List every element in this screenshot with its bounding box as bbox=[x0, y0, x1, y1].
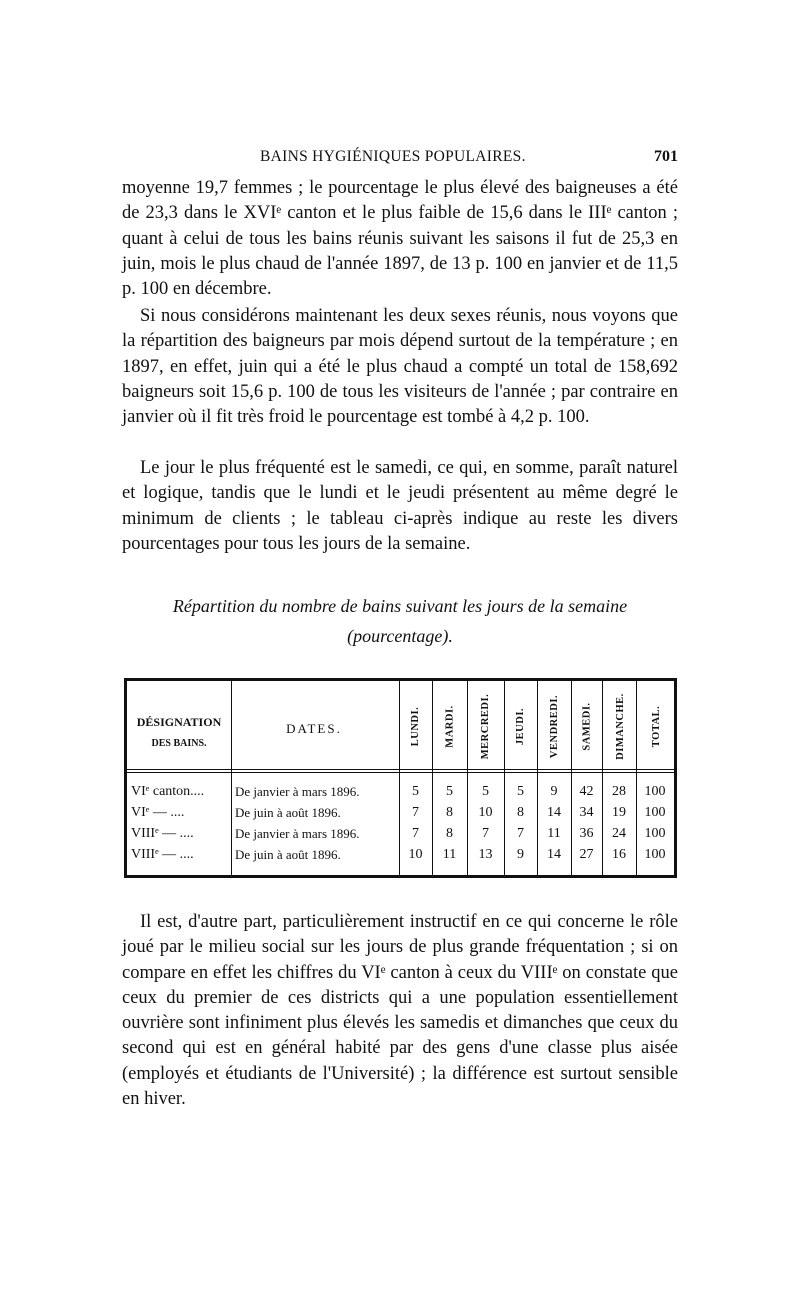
paragraph-2 bbox=[122, 304, 678, 430]
paragraph-3 bbox=[122, 456, 678, 557]
header-mercredi: MERCREDI. bbox=[480, 693, 492, 759]
header-divider-2 bbox=[127, 772, 674, 773]
cell-mardi: 11 bbox=[442, 847, 457, 862]
cell-mardi: 8 bbox=[446, 826, 453, 841]
table-row bbox=[127, 784, 674, 805]
cell-dimanche: 24 bbox=[612, 826, 626, 841]
header-designation bbox=[127, 711, 231, 755]
row-dates: De janvier à mars 1896. bbox=[235, 784, 360, 799]
cell-dimanche: 19 bbox=[612, 805, 626, 820]
row-designation: VIᵉ canton.... bbox=[131, 784, 205, 799]
cell-vendredi: 9 bbox=[550, 784, 558, 799]
cell-samedi: 34 bbox=[579, 805, 594, 820]
row-dates: De janvier à mars 1896. bbox=[235, 826, 360, 841]
cell-jeudi: 9 bbox=[517, 847, 524, 862]
cell-dimanche: 28 bbox=[612, 784, 626, 799]
cell-vendredi: 14 bbox=[547, 847, 561, 862]
cell-total: 100 bbox=[644, 847, 666, 862]
header-dimanche: DIMANCHE. bbox=[614, 692, 626, 760]
cell-mardi: 8 bbox=[446, 805, 453, 820]
header-divider bbox=[127, 769, 674, 770]
cell-samedi: 42 bbox=[579, 784, 594, 799]
running-title: BAINS HYGIÉNIQUES POPULAIRES. bbox=[260, 148, 526, 165]
header-dates: DATES. bbox=[286, 721, 342, 736]
cell-vendredi: 11 bbox=[547, 826, 561, 841]
table-row bbox=[127, 826, 674, 847]
header-samedi: SAMEDI. bbox=[581, 701, 593, 751]
header-lundi: LUNDI. bbox=[410, 706, 422, 746]
header-designation-sub: DES BAINS. bbox=[151, 738, 207, 749]
cell-mardi: 5 bbox=[446, 784, 453, 799]
table-row bbox=[127, 805, 674, 826]
cell-mercredi: 13 bbox=[478, 847, 493, 862]
cell-jeudi: 5 bbox=[517, 784, 524, 799]
cell-jeudi: 8 bbox=[517, 805, 524, 820]
cell-dimanche: 16 bbox=[612, 847, 626, 862]
paragraph-1 bbox=[122, 176, 678, 302]
paragraph-3-text: Le jour le plus fréquenté est le samedi, ce qui, en somme, paraît naturel et logique, tandis que le lundi et le jeudi présentent au même degré le minimum de clients ; le tableau ci-après indique au reste les divers pourcentages pour tous les jours de la semaine. bbox=[122, 458, 678, 554]
cell-mercredi: 7 bbox=[482, 826, 489, 841]
header-total: TOTAL. bbox=[651, 705, 663, 747]
row-dates: De juin à août 1896. bbox=[235, 847, 341, 862]
header-mardi: MARDI. bbox=[444, 704, 456, 748]
header-designation-label: DÉSIGNATION bbox=[136, 715, 222, 729]
cell-mercredi: 10 bbox=[478, 805, 493, 820]
header-vendredi: VENDREDI. bbox=[549, 694, 561, 758]
row-designation: VIIIᵉ — .... bbox=[131, 826, 194, 841]
cell-lundi: 7 bbox=[412, 805, 419, 820]
table-caption-sub: (pourcentage). bbox=[347, 626, 453, 646]
paragraph-4 bbox=[122, 910, 678, 1112]
cell-lundi: 5 bbox=[412, 784, 419, 799]
cell-total: 100 bbox=[644, 826, 666, 841]
percentage-table bbox=[124, 678, 677, 878]
cell-samedi: 36 bbox=[579, 826, 594, 841]
row-designation: VIIIᵉ — .... bbox=[131, 847, 194, 862]
cell-lundi: 10 bbox=[408, 847, 423, 862]
page-header bbox=[122, 148, 682, 172]
row-designation: VIᵉ — .... bbox=[131, 805, 185, 820]
cell-vendredi: 14 bbox=[547, 805, 561, 820]
row-dates: De juin à août 1896. bbox=[235, 805, 341, 820]
cell-jeudi: 7 bbox=[517, 826, 524, 841]
cell-lundi: 7 bbox=[412, 826, 419, 841]
table-row bbox=[127, 847, 674, 868]
page-number: 701 bbox=[654, 148, 678, 165]
table-caption: Répartition du nombre de bains suivant les jours de la semaine bbox=[172, 596, 628, 616]
cell-total: 100 bbox=[644, 805, 666, 820]
paragraph-1-text: moyenne 19,7 femmes ; le pourcentage le plus élevé des baigneuses a été de 23,3 dans le XVIᵉ canton et le plus faible de 15,6 dans le IIIᵉ canton ; quant à celui de tous les bains réunis suivant les saisons il fut de 25,3 en juin, mois le plus chaud de l'année 1897, de 13 p. 100 en janvier et de 11,5 p. 100 en décembre. bbox=[122, 178, 678, 300]
header-jeudi: JEUDI. bbox=[515, 707, 527, 745]
paragraph-4-text: Il est, d'autre part, particulièrement instructif en ce qui concerne le rôle joué par le milieu social sur les jours de plus grande fréquentation ; si on compare en effet les chiffres du VIᵉ canton à ceux du VIIIᵉ on constate que ceux du premier de ces districts qui a une population essentiellement ouvrière sont infiniment plus élevés les samedis et dimanches que ceux du second qui est en général habité par des gens d'une classe plus aisée (employés et étudiants de l'Université) ; la différence est surtout sensible en hiver. bbox=[122, 912, 678, 1110]
cell-mercredi: 5 bbox=[482, 784, 489, 799]
paragraph-2-text: Si nous considérons maintenant les deux sexes réunis, nous voyons que la répartition des baigneurs par mois dépend surtout de la température ; en 1897, en effet, juin qui a été le plus chaud a compté un total de 158,692 baigneurs soit 15,6 p. 100 de tous les visiteurs de l'année ; par contraire en janvier où il fit très froid le pourcentage est tombé à 4,2 p. 100. bbox=[122, 306, 678, 428]
cell-samedi: 27 bbox=[579, 847, 594, 862]
cell-total: 100 bbox=[644, 784, 666, 799]
